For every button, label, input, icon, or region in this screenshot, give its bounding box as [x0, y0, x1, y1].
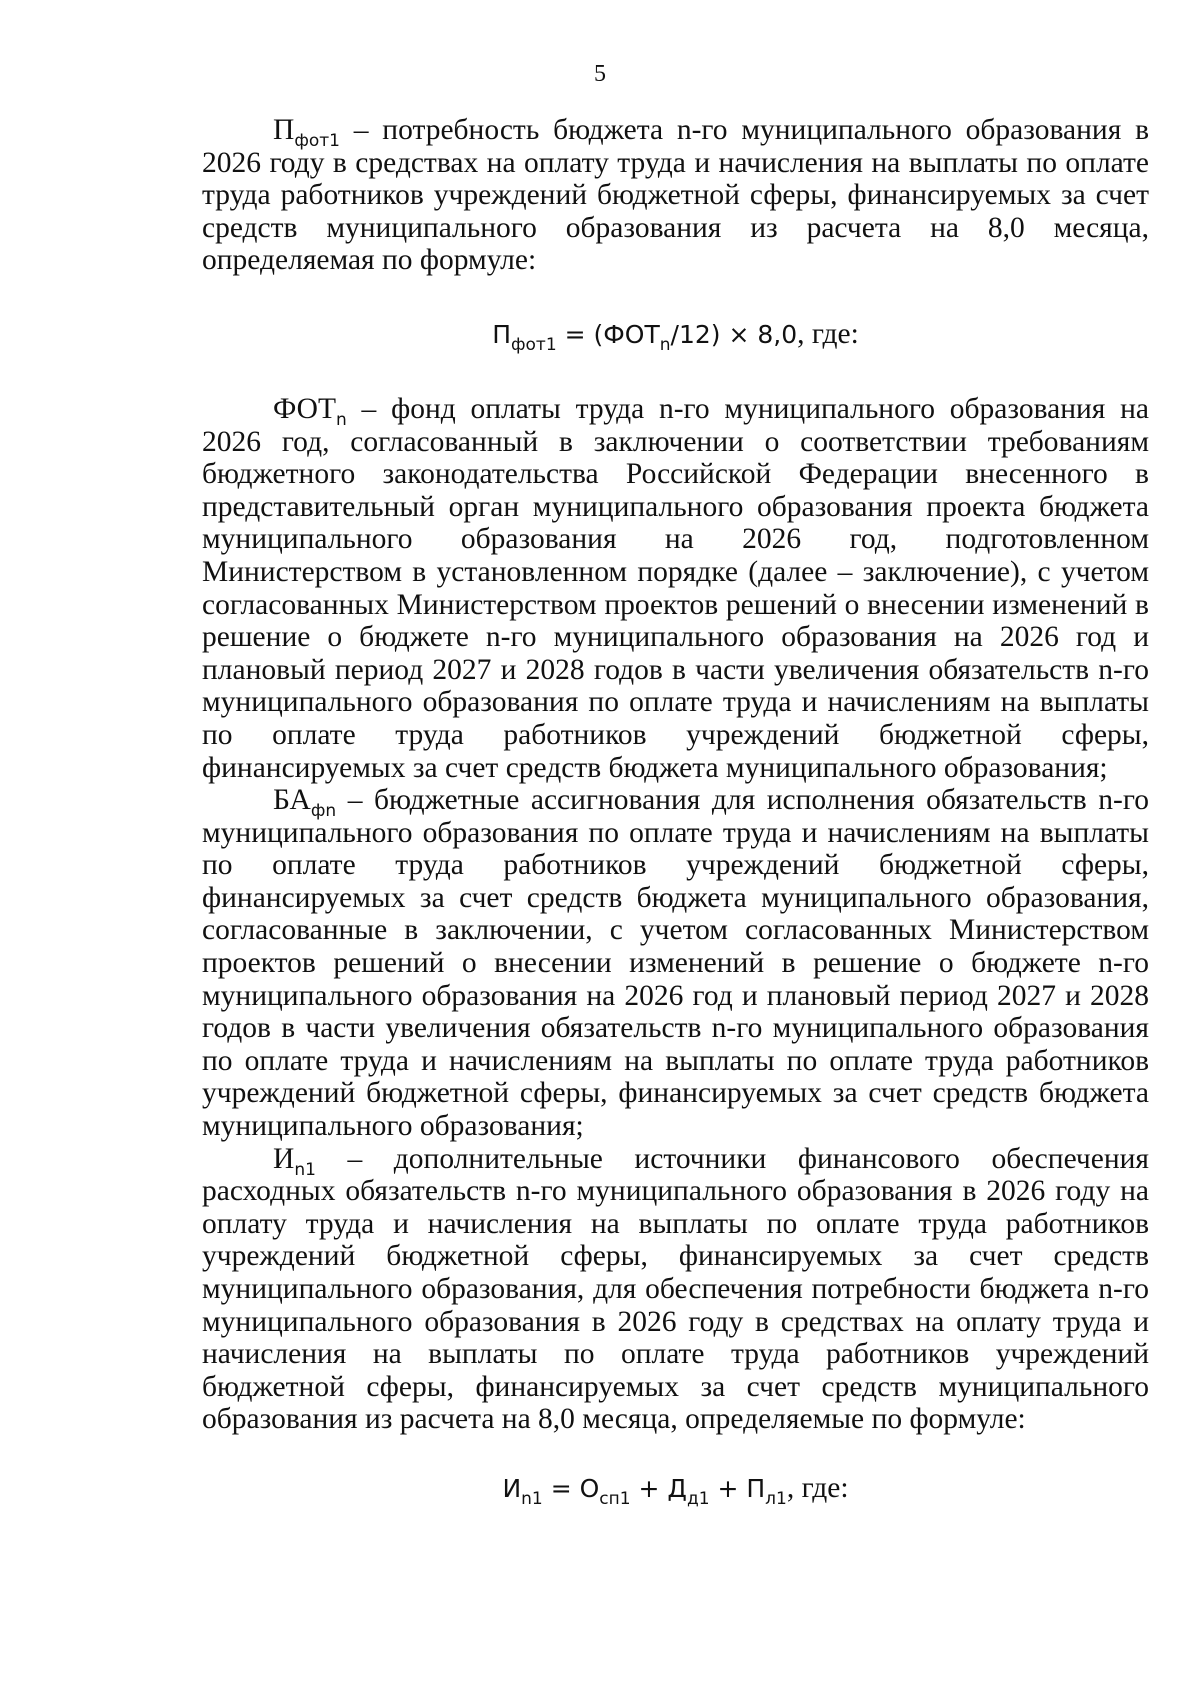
- formula-tail: , где:: [786, 1471, 849, 1504]
- paragraph-text: – дополнительные источники финансового обеспечения расходных обязательств n-го муниципального образования в 2026 году на оплату труда и начисления на выплаты по оплате труда работников учреждений бюджетной сферы, финансируемых за счет средств муниципального образования, для обеспечения потребности бюджета n-го муниципального образования в 2026 году в средствах на оплату труда и начисления на выплаты по оплате труда работников учреждений бюджетной сферы, финансируемых за счет средств муниципального образования из расчета на 8,0 месяца, определяемые по формуле:: [202, 1142, 1149, 1436]
- formula-lhs-subscript: фот1: [511, 334, 557, 355]
- page-number: 5: [594, 61, 606, 87]
- symbol: П: [273, 114, 295, 146]
- paragraph-text: – потребность бюджета n-го муниципального образования в 2026 году в средствах на оплату труда и начисления на выплаты по оплате труда работников учреждений бюджетной сферы, финансируемых за счет средств муниципального образования из расчета на 8,0 месяца, определяемая по формуле:: [202, 114, 1149, 277]
- formula-part: = (ФОТ: [556, 319, 660, 349]
- formula-part: = О: [542, 1473, 600, 1503]
- formula-part: /12) × 8,0: [670, 319, 798, 349]
- paragraph-fot-n-definition: [202, 393, 1149, 784]
- formula-lhs-subscript: n1: [521, 1488, 543, 1509]
- symbol-subscript: n: [336, 409, 347, 430]
- paragraph-ba-fn-definition: [202, 784, 1149, 1143]
- formula-subscript: n: [659, 334, 671, 355]
- symbol-subscript: n1: [294, 1159, 316, 1180]
- formula-lhs: П: [492, 319, 511, 349]
- formula-tail: , где:: [797, 317, 859, 350]
- symbol: И: [273, 1142, 295, 1175]
- paragraph-p-fot1-definition: [202, 114, 1149, 277]
- paragraph-text: – бюджетные ассигнования для исполнения обязательств n-го муниципального образования по оплате труда и начислениям на выплаты по оплате труда работников учреждений бюджетной сферы, финансируемых за счет средств бюджета муниципального образования, согласованные в заключении, с учетом согласованных Министерством проектов решений о внесении изменений в решение о бюджете n-го муниципального образования на 2026 год и плановый период 2027 и 2028 годов в части увеличения обязательств n-го муниципального образования по оплате труда и начислениям на выплаты по оплате труда работников учреждений бюджетной сферы, финансируемых за счет средств бюджета муниципального образования;: [202, 784, 1149, 1143]
- paragraph-text: – фонд оплаты труда n-го муниципального образования на 2026 год, согласованный в заключении о соответствии требованиям бюджетного законодательства Российской Федерации внесенного в представительный орган муниципального образования проекта бюджета муниципального образования на 2026 год, подготовленном Министерством в установленном порядке (далее – заключение), с учетом согласованных Министерством проектов решений о внесении изменений в решение о бюджете n-го муниципального образования на 2026 год и плановый период 2027 и 2028 годов в части увеличения обязательств n-го муниципального образования по оплате труда и начислениям на выплаты по оплате труда работников учреждений бюджетной сферы, финансируемых за счет средств бюджета муниципального образования;: [202, 392, 1149, 784]
- document-body: [202, 114, 1149, 1509]
- formula-p-fot1: [202, 317, 1149, 355]
- formula-subscript: сп1: [599, 1488, 631, 1509]
- paragraph-i-n1-definition: [202, 1143, 1149, 1436]
- symbol: БА: [273, 784, 311, 817]
- formula-subscript: л1: [765, 1488, 787, 1509]
- formula-lhs: И: [502, 1473, 522, 1503]
- formula-subscript: д1: [686, 1488, 710, 1509]
- symbol: ФОТ: [273, 392, 336, 425]
- formula-part: + Д: [630, 1473, 687, 1503]
- formula-i-n1: [202, 1471, 1149, 1509]
- formula-part: + П: [709, 1473, 766, 1503]
- symbol-subscript: фn: [310, 801, 337, 822]
- symbol-subscript: фот1: [294, 131, 340, 151]
